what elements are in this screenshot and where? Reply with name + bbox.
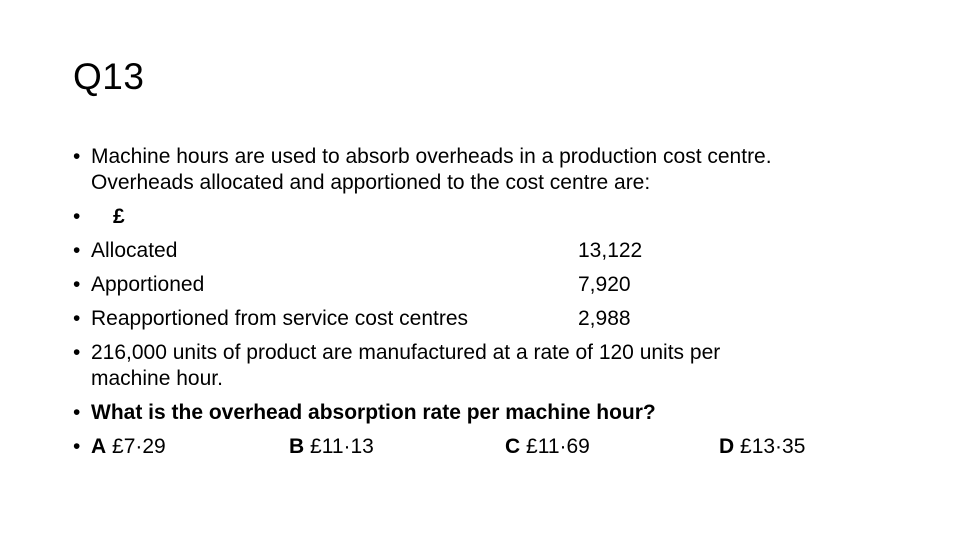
row-label: Reapportioned from service cost centres: [91, 307, 469, 330]
row-value: 2,988: [578, 307, 631, 330]
option-text: £11·13: [310, 435, 374, 458]
bullet-icon: •: [73, 435, 81, 458]
bullet-icon: •: [73, 205, 81, 228]
option-c: [505, 434, 719, 460]
bullet-icon: •: [73, 401, 81, 424]
row-value: 13,122: [578, 239, 643, 262]
question-prompt: What is the overhead absorption rate per machine hour?: [91, 401, 656, 424]
option-text: £13·35: [740, 435, 806, 458]
option-letter: D: [719, 435, 735, 458]
option-letter: B: [289, 435, 305, 458]
option-text: £11·69: [526, 435, 590, 458]
row-value: 7,920: [578, 273, 631, 296]
list-item-production: [73, 340, 933, 392]
list-item-allocated: [73, 238, 933, 264]
list-item-apportioned: [73, 272, 933, 298]
answer-options: [91, 434, 933, 460]
option-d: [719, 434, 805, 460]
option-text: £7·29: [112, 435, 166, 458]
list-item-currency: [73, 204, 933, 230]
production-line-2: machine hour.: [91, 367, 223, 390]
list-item-reapportioned: [73, 306, 933, 332]
currency-header: £: [113, 205, 125, 228]
production-line-1: 216,000 units of product are manufactured at a rate of 120 units per: [91, 341, 721, 364]
option-letter: A: [91, 435, 107, 458]
list-item-question: [73, 144, 933, 196]
question-line-1: Machine hours are used to absorb overheads in a production cost centre.: [91, 145, 772, 168]
row-label: Apportioned: [91, 273, 205, 296]
bullet-icon: •: [73, 307, 81, 330]
bullet-list: [73, 144, 933, 468]
option-b: [289, 434, 505, 460]
slide-title: Q13: [73, 56, 145, 97]
bullet-icon: •: [73, 341, 81, 364]
list-item-prompt: [73, 400, 933, 426]
list-item-options: [73, 434, 933, 460]
bullet-icon: •: [73, 239, 81, 262]
bullet-icon: •: [73, 145, 81, 168]
row-label: Allocated: [91, 239, 178, 262]
option-letter: C: [505, 435, 521, 458]
option-a: [91, 434, 289, 460]
bullet-icon: •: [73, 273, 81, 296]
question-line-2: Overheads allocated and apportioned to the cost centre are:: [91, 171, 651, 194]
